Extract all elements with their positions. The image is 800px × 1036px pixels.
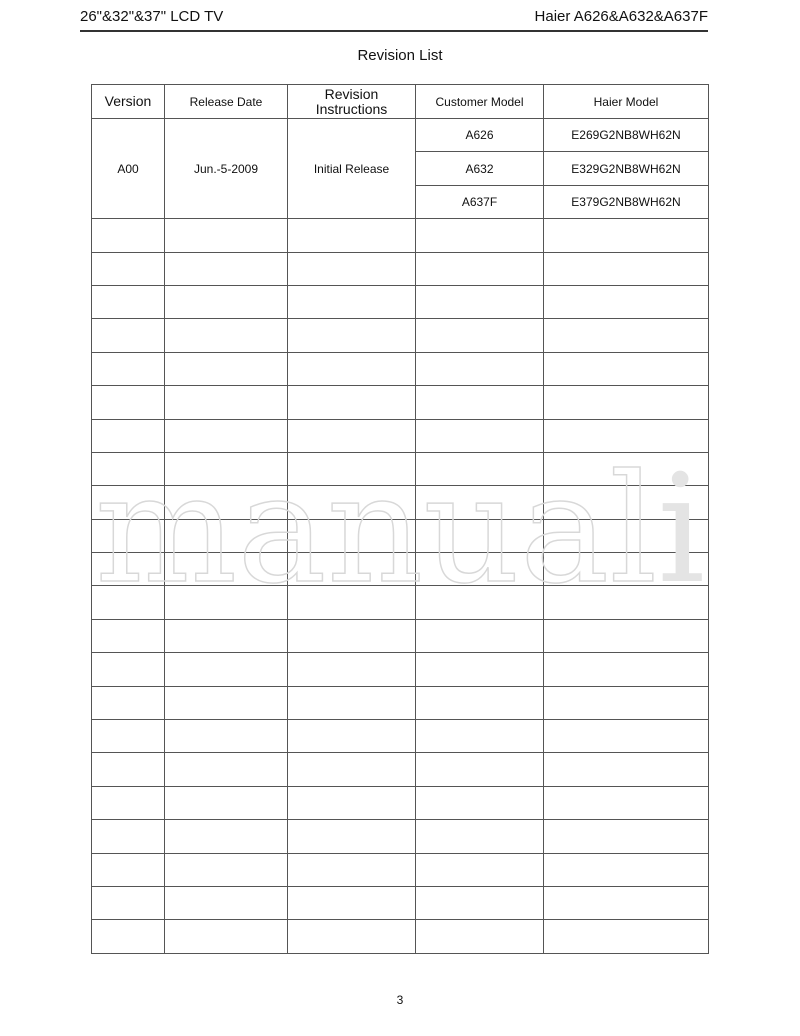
empty-cell [288, 452, 416, 485]
empty-cell [288, 619, 416, 652]
empty-cell [92, 786, 165, 819]
empty-cell [544, 820, 709, 853]
empty-cell [92, 753, 165, 786]
empty-table-row [92, 720, 709, 753]
empty-cell [544, 786, 709, 819]
empty-cell [165, 553, 288, 586]
empty-table-row [92, 553, 709, 586]
col-release-date: Release Date [165, 85, 288, 119]
empty-cell [416, 352, 544, 385]
empty-table-row [92, 519, 709, 552]
empty-cell [288, 519, 416, 552]
empty-cell [544, 486, 709, 519]
haier-model-cell: E379G2NB8WH62N [544, 185, 709, 218]
empty-cell [544, 619, 709, 652]
header-doc-title: 26"&32"&37" LCD TV [80, 8, 224, 25]
empty-cell [416, 252, 544, 285]
header-model-title: Haier A626&A632&A637F [534, 8, 708, 25]
empty-cell [92, 452, 165, 485]
version-cell: A00 [92, 119, 165, 219]
empty-cell [416, 853, 544, 886]
empty-cell [165, 352, 288, 385]
empty-cell [165, 419, 288, 452]
page-number: 3 [396, 993, 404, 1007]
empty-cell [416, 219, 544, 252]
empty-cell [288, 285, 416, 318]
watermark-text-i: i [657, 443, 706, 617]
col-customer-model: Customer Model [416, 85, 544, 119]
empty-cell [165, 519, 288, 552]
empty-cell [288, 252, 416, 285]
haier-model-cell: E269G2NB8WH62N [544, 119, 709, 152]
empty-cell [416, 386, 544, 419]
empty-cell [544, 886, 709, 919]
empty-cell [288, 586, 416, 619]
empty-cell [165, 386, 288, 419]
empty-cell [416, 820, 544, 853]
empty-cell [544, 319, 709, 352]
empty-cell [544, 853, 709, 886]
header-divider [80, 30, 708, 32]
empty-table-row [92, 820, 709, 853]
empty-cell [165, 452, 288, 485]
empty-table-row [92, 252, 709, 285]
empty-table-row [92, 285, 709, 318]
empty-cell [92, 720, 165, 753]
empty-cell [92, 853, 165, 886]
empty-cell [544, 753, 709, 786]
empty-cell [165, 219, 288, 252]
empty-cell [165, 285, 288, 318]
empty-table-row [92, 319, 709, 352]
empty-cell [165, 853, 288, 886]
haier-model-cell: E329G2NB8WH62N [544, 152, 709, 185]
empty-table-row [92, 619, 709, 652]
empty-cell [416, 786, 544, 819]
empty-table-row [92, 686, 709, 719]
empty-cell [416, 285, 544, 318]
empty-cell [288, 786, 416, 819]
empty-cell [92, 319, 165, 352]
empty-cell [288, 352, 416, 385]
empty-cell [544, 519, 709, 552]
empty-table-row [92, 753, 709, 786]
empty-cell [288, 886, 416, 919]
empty-cell [544, 452, 709, 485]
empty-cell [165, 920, 288, 953]
empty-cell [416, 753, 544, 786]
empty-cell [165, 653, 288, 686]
empty-cell [288, 386, 416, 419]
empty-cell [92, 219, 165, 252]
empty-cell [416, 553, 544, 586]
empty-cell [92, 352, 165, 385]
table-header-row [92, 85, 709, 119]
empty-cell [92, 486, 165, 519]
empty-cell [288, 553, 416, 586]
empty-cell [288, 820, 416, 853]
empty-cell [92, 886, 165, 919]
empty-cell [288, 219, 416, 252]
empty-cell [288, 720, 416, 753]
empty-cell [288, 753, 416, 786]
empty-cell [416, 419, 544, 452]
empty-cell [92, 619, 165, 652]
empty-cell [288, 319, 416, 352]
empty-cell [544, 352, 709, 385]
customer-model-cell: A626 [416, 119, 544, 152]
empty-cell [92, 285, 165, 318]
empty-cell [92, 252, 165, 285]
empty-cell [544, 686, 709, 719]
empty-table-row [92, 386, 709, 419]
empty-cell [165, 619, 288, 652]
empty-cell [92, 920, 165, 953]
empty-cell [288, 486, 416, 519]
customer-model-cell: A632 [416, 152, 544, 185]
empty-cell [92, 586, 165, 619]
empty-table-row [92, 786, 709, 819]
empty-cell [165, 486, 288, 519]
empty-cell [416, 452, 544, 485]
empty-table-row [92, 653, 709, 686]
empty-cell [288, 686, 416, 719]
instructions-cell: Initial Release [288, 119, 416, 219]
table-row [92, 119, 709, 152]
empty-cell [165, 686, 288, 719]
empty-table-row [92, 452, 709, 485]
empty-cell [92, 519, 165, 552]
empty-table-row [92, 853, 709, 886]
customer-model-cell: A637F [416, 185, 544, 218]
col-haier-model: Haier Model [544, 85, 709, 119]
empty-cell [416, 319, 544, 352]
empty-table-row [92, 586, 709, 619]
empty-cell [544, 219, 709, 252]
empty-cell [165, 252, 288, 285]
release-date-cell: Jun.-5-2009 [165, 119, 288, 219]
empty-cell [416, 586, 544, 619]
empty-table-row [92, 486, 709, 519]
empty-cell [288, 920, 416, 953]
empty-table-row [92, 920, 709, 953]
empty-cell [416, 686, 544, 719]
empty-table-row [92, 419, 709, 452]
empty-cell [544, 920, 709, 953]
empty-cell [544, 586, 709, 619]
empty-cell [92, 820, 165, 853]
empty-cell [544, 553, 709, 586]
empty-cell [544, 653, 709, 686]
empty-cell [92, 653, 165, 686]
empty-cell [416, 519, 544, 552]
empty-cell [544, 419, 709, 452]
col-revision-instructions: Revision Instructions [288, 85, 416, 119]
empty-cell [92, 386, 165, 419]
col-version: Version [92, 85, 165, 119]
empty-cell [165, 786, 288, 819]
empty-cell [165, 319, 288, 352]
empty-cell [92, 419, 165, 452]
empty-cell [416, 653, 544, 686]
empty-table-row [92, 219, 709, 252]
empty-cell [416, 720, 544, 753]
empty-cell [165, 820, 288, 853]
empty-cell [165, 753, 288, 786]
empty-cell [165, 720, 288, 753]
empty-cell [416, 486, 544, 519]
empty-cell [165, 886, 288, 919]
empty-cell [288, 419, 416, 452]
page-title: Revision List [357, 47, 443, 64]
empty-cell [416, 619, 544, 652]
revision-table [91, 84, 709, 954]
empty-cell [92, 686, 165, 719]
empty-cell [416, 886, 544, 919]
watermark-text: manual [95, 443, 658, 617]
empty-cell [416, 920, 544, 953]
empty-cell [288, 853, 416, 886]
empty-cell [544, 386, 709, 419]
empty-table-row [92, 886, 709, 919]
empty-table-row [92, 352, 709, 385]
empty-cell [288, 653, 416, 686]
empty-cell [165, 586, 288, 619]
empty-cell [544, 285, 709, 318]
empty-cell [92, 553, 165, 586]
empty-cell [544, 720, 709, 753]
empty-cell [544, 252, 709, 285]
